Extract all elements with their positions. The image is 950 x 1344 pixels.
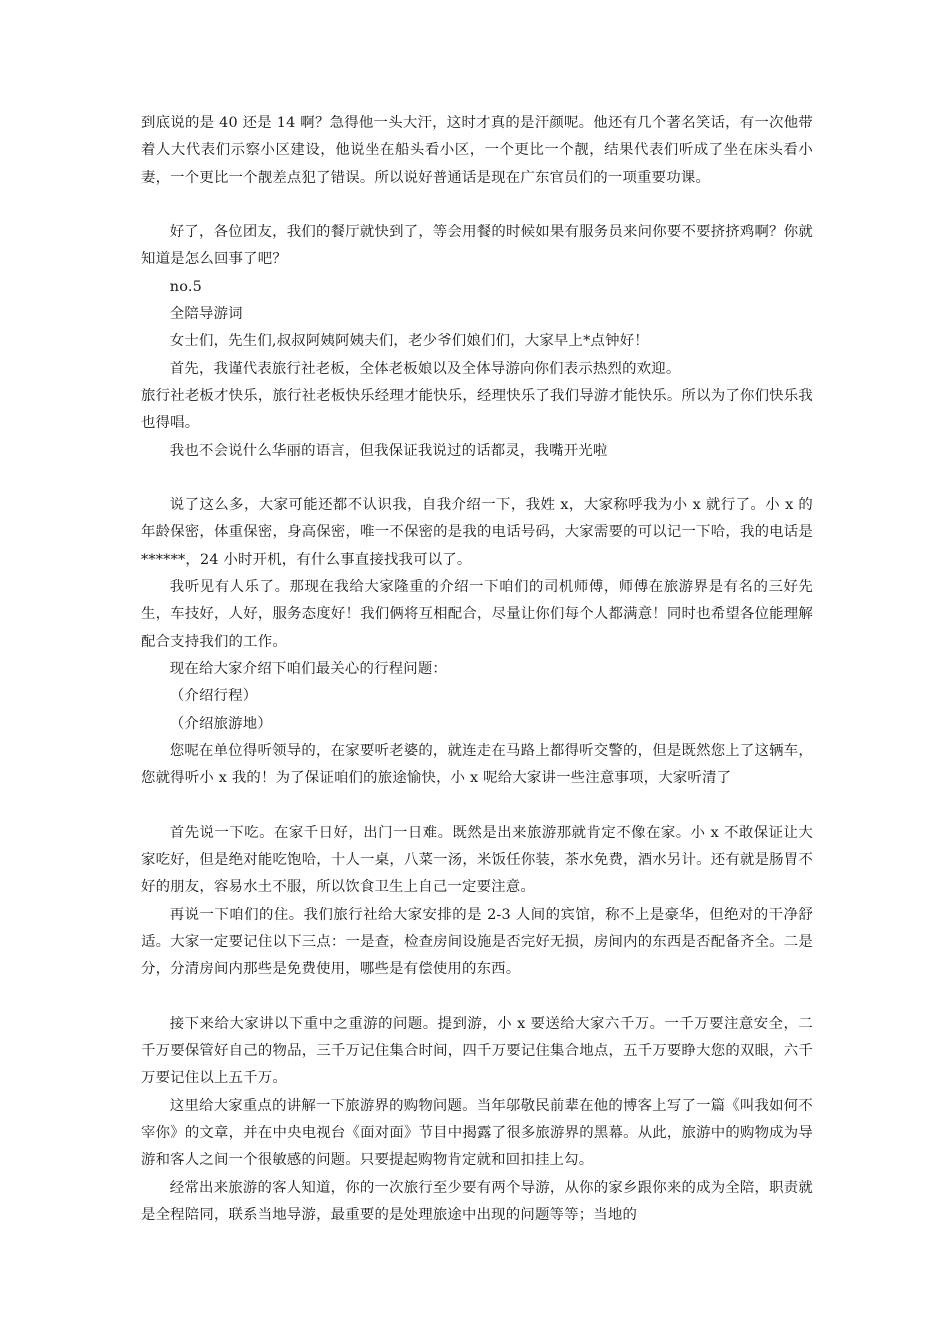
paragraph: 接下来给大家讲以下重中之重游的问题。提到游，小 x 要送给大家六千万。一千万要注意安全，二千万要保管好自己的物品，三千万记住集合时间，四千万要记住集合地点，五千万要睁大您的双眼，六千万要记住以上五千万。	[141, 1015, 813, 1087]
paragraph: 我听见有人乐了。那现在我给大家隆重的介绍一下咱们的司机师傅，师傅在旅游界是有名的三好先生，车技好，人好，服务态度好！我们俩将互相配合，尽量让你们每个人都满意！同时也希望各位能理解配合支持我们的工作。	[141, 579, 813, 650]
paragraph: 经常出来旅游的客人知道，你的一次旅行至少要有两个导游，从你的家乡跟你来的成为全陪，职责就是全程陪同，联系当地导游，最重要的是处理旅途中出现的问题等等；当地的	[141, 1179, 813, 1223]
paragraph: 首先说一下吃。在家千日好，出门一日难。既然是出来旅游那就肯定不像在家。小 x 不敢保证让大家吃好，但是绝对能吃饱哈，十人一桌，八菜一汤，米饭任你装，茶水免费，酒水另计。还有就是肠胃不好的朋友，容易水土不服，所以饮食卫生上自己一定要注意。	[141, 824, 813, 896]
section-title: 全陪导游词	[169, 306, 243, 323]
document-page	[141, 110, 813, 1229]
paragraph: 我也不会说什么华丽的语言，但我保证我说过的话都灵，我嘴开光啦	[169, 442, 608, 459]
paragraph: 再说一下咱们的住。我们旅行社给大家安排的是 2-3 人间的宾馆，称不上是豪华，但绝对的干净舒适。大家一定要记住以下三点：一是查，检查房间设施是否完好无损，房间内的东西是否配备齐全。二是分，分清房间内那些是免费使用，哪些是有偿使用的东西。	[141, 906, 813, 978]
blank-line	[141, 192, 813, 219]
paragraph: 到底说的是 40 还是 14 啊？急得他一头大汗，这时才真的是汗颜呢。他还有几个著名笑话，有一次他带着人大代表们示察小区建设，他说坐在船头看小区，一个更比一个靓，结果代表们听成了坐在床头看小妻，一个更比一个靓差点犯了错误。所以说好普通话是现在广东官员们的一项重要功课。	[141, 115, 813, 186]
paragraph: 这里给大家重点的讲解一下旅游界的购物问题。当年邬敬民前辈在他的博客上写了一篇《叫我如何不宰你》的文章，并在中央电视台《面对面》节目中揭露了很多旅游界的黑幕。从此，旅游中的购物成为导游和客人之间一个很敏感的问题。只要提起购物肯定就和回扣挂上勾。	[141, 1097, 813, 1169]
itinerary-note: （介绍行程）	[169, 688, 258, 705]
paragraph: 旅行社老板才快乐，旅行社老板快乐经理才能快乐，经理快乐了我们导游才能快乐。所以为了你们快乐我也得唱。	[141, 387, 813, 432]
paragraph: 现在给大家介绍下咱们最关心的行程问题：	[169, 660, 448, 677]
section-number: no.5	[169, 278, 203, 295]
blank-line	[141, 984, 813, 1011]
destination-note: （介绍旅游地）	[169, 715, 272, 732]
paragraph: 女士们，先生们,叔叔阿姨阿姨夫们，老少爷们娘们们，大家早上*点钟好！	[169, 333, 649, 350]
paragraph: 好了，各位团友，我们的餐厅就快到了，等会用餐的时候如果有服务员来问你要不要挤挤鸡啊？你就知道是怎么回事了吧？	[141, 224, 813, 268]
blank-line	[141, 465, 813, 492]
paragraph: 说了这么多，大家可能还都不认识我，自我介绍一下，我姓 x，大家称呼我为小 x 就行了。小 x 的年龄保密，体重保密，身高保密，唯一不保密的是我的电话号码，大家需要的可以记一下哈，我的电话是******，24 小时开机，有什么事直接找我可以了。	[141, 497, 813, 568]
blank-line	[141, 792, 813, 819]
paragraph: 首先，我谨代表旅行社老板，全体老板娘以及全体导游向你们表示热烈的欢迎。	[169, 360, 681, 377]
paragraph: 您呢在单位得听领导的，在家要听老婆的，就连走在马路上都得听交警的，但是既然您上了这辆车，您就得听小 x 我的！为了保证咱们的旅途愉快，小 x 呢给大家讲一些注意事项，大家听清了	[141, 742, 813, 787]
